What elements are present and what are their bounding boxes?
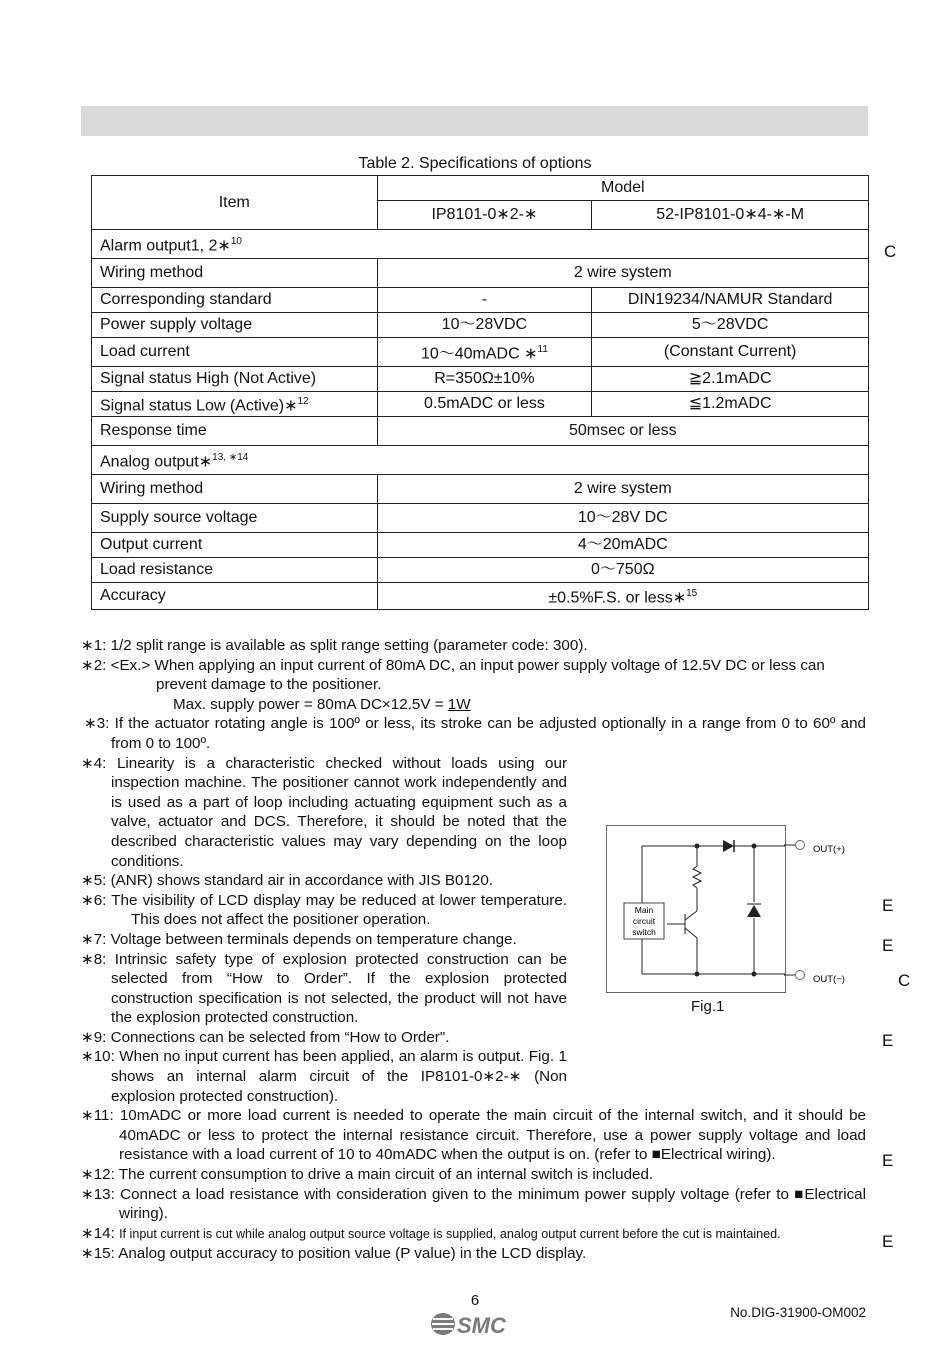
note-14-text: If input current is cut while analog output source voltage is supplied, analog output current before the cut is maintained. bbox=[119, 1226, 781, 1241]
row-label: Load resistance bbox=[92, 558, 378, 583]
note-6: ∗6: The visibility of LCD display may be reduced at lower temperature. This does not affect the positioner operation. bbox=[81, 891, 567, 929]
document-number: No.DIG-31900-OM002 bbox=[730, 1305, 866, 1320]
note-14-lead: ∗14: bbox=[81, 1224, 120, 1242]
table-row bbox=[92, 259, 869, 288]
low-label: Signal status Low (Active)∗ bbox=[100, 397, 298, 415]
note-9: ∗9: Connections can be selected from “How to Order". bbox=[81, 1028, 450, 1046]
switch-label-line1: Main bbox=[634, 905, 654, 915]
note-3: ∗3: If the actuator rotating angle is 100º or less, its stroke can be adjusted optionally in a range from 0 to 60º and from 0 to 100º. bbox=[84, 715, 866, 752]
item-header: Item bbox=[92, 176, 378, 230]
table-row bbox=[92, 558, 869, 583]
note-4: ∗4: Linearity is a characteristic checked without loads using our inspection machine. The positioner cannot work independently and is used as a part of loop including actuating equipment such as a valve, actuator and DCS. Therefore, it should be noted that the described characteristic values may vary depending on the loop conditions. bbox=[81, 754, 567, 870]
row-value: (Constant Current) bbox=[592, 338, 869, 367]
margin-mark: C bbox=[898, 971, 911, 990]
note-11: ∗11: 10mADC or more load current is needed to operate the main circuit of the internal switch, and it should be 40mADC or less to protect the internal resistance circuit. Therefore, use a power supply voltage and load resistance with a load current of 10 to 40mADC when the output is on. (refer to ■Electrical wiring). bbox=[81, 1107, 866, 1164]
row-label bbox=[92, 392, 378, 417]
analog-section bbox=[92, 446, 869, 475]
table-row bbox=[92, 504, 869, 533]
note-13: ∗13: Connect a load resistance with consideration given to the minimum power supply voltage (refer to ■Electrical wiring). bbox=[81, 1185, 866, 1223]
row-label: Wiring method bbox=[92, 259, 378, 288]
row-value: 50msec or less bbox=[377, 417, 868, 446]
formula-text: Max. supply power = 80mA DC×12.5V = bbox=[173, 695, 448, 713]
row-value: 0～750Ω bbox=[377, 558, 868, 583]
smc-logo bbox=[430, 1311, 512, 1342]
switch-label-line2: circuit bbox=[632, 916, 656, 926]
load-footnote-ref: 11 bbox=[537, 343, 548, 355]
table-row bbox=[92, 417, 869, 446]
row-value: - bbox=[377, 288, 592, 313]
row-value bbox=[377, 338, 592, 367]
row-label: Wiring method bbox=[92, 475, 378, 504]
row-value: 5～28VDC bbox=[592, 313, 869, 338]
row-label: Response time bbox=[92, 417, 378, 446]
margin-mark: E bbox=[882, 1031, 894, 1050]
low-footnote-ref: 12 bbox=[297, 396, 309, 407]
formula-result: 1W bbox=[447, 695, 471, 713]
load-value: 10～40mADC ∗ bbox=[420, 345, 538, 363]
alarm-section bbox=[92, 230, 869, 259]
accuracy-value: ±0.5%F.S. or less∗ bbox=[548, 589, 687, 607]
table-row bbox=[92, 475, 869, 504]
row-label: Load current bbox=[92, 338, 378, 367]
output-terminals bbox=[780, 835, 880, 995]
switch-label-line3: switch bbox=[632, 927, 656, 937]
header-band bbox=[81, 106, 868, 136]
table-row bbox=[92, 533, 869, 558]
margin-mark: C bbox=[884, 242, 897, 261]
row-value: 10～28V DC bbox=[377, 504, 868, 533]
table-caption: Table 2. Specifications of options bbox=[358, 155, 592, 172]
table-row bbox=[92, 392, 869, 417]
accuracy-footnote-ref: 15 bbox=[686, 588, 698, 600]
table-row bbox=[92, 367, 869, 392]
row-value bbox=[377, 583, 868, 610]
model-header: Model bbox=[377, 176, 868, 201]
page-number: 6 bbox=[470, 1292, 480, 1309]
note-5: ∗5: (ANR) shows standard air in accordance with JIS B0120. bbox=[81, 872, 494, 890]
row-value: 2 wire system bbox=[377, 259, 868, 288]
circuit-diagram bbox=[607, 826, 785, 992]
note-7: ∗7: Voltage between terminals depends on temperature change. bbox=[81, 930, 517, 948]
note-2-cont: prevent damage to the positioner. bbox=[156, 676, 382, 694]
analog-footnote-ref: 13, ∗14 bbox=[212, 452, 249, 464]
row-value: DIN19234/NAMUR Standard bbox=[592, 288, 869, 313]
row-value: R=350Ω±10% bbox=[377, 367, 592, 392]
alarm-section-label: Alarm output1, 2∗ bbox=[100, 237, 231, 255]
margin-mark: E bbox=[882, 896, 894, 915]
row-value: 2 wire system bbox=[377, 475, 868, 504]
row-value: 0.5mADC or less bbox=[377, 392, 592, 417]
alarm-footnote-ref: 10 bbox=[230, 235, 242, 247]
table-row bbox=[92, 446, 869, 475]
note-15: ∗15: Analog output accuracy to position value (P value) in the LCD display. bbox=[81, 1245, 587, 1263]
row-label: Output current bbox=[92, 533, 378, 558]
table-row bbox=[92, 230, 869, 259]
margin-mark: E bbox=[882, 1151, 894, 1170]
table-row bbox=[92, 583, 869, 610]
row-label: Signal status High (Not Active) bbox=[92, 367, 378, 392]
spec-table bbox=[91, 175, 869, 610]
figure-caption: Fig.1 bbox=[691, 998, 725, 1015]
out-plus-label: OUT(+) bbox=[813, 844, 845, 855]
note-14 bbox=[81, 1224, 866, 1245]
row-value: 4～20mADC bbox=[377, 533, 868, 558]
table-row bbox=[92, 288, 869, 313]
note-8: ∗8: Intrinsic safety type of explosion protected construction can be selected from “How to Order”. If the explosion protected construction specification is not selected, the product will not have the explosion protected construction. bbox=[81, 950, 567, 1027]
note-2: ∗2: <Ex.> When applying an input current of 80mA DC, an input power supply voltage of 12.5V DC or less can bbox=[81, 656, 825, 674]
table-row bbox=[92, 313, 869, 338]
row-value: 10～28VDC bbox=[377, 313, 592, 338]
model2-header: 52-IP8101-0∗4-∗-M bbox=[592, 201, 869, 230]
model1-header: IP8101-0∗2-∗ bbox=[377, 201, 592, 230]
row-label: Corresponding standard bbox=[92, 288, 378, 313]
row-label: Power supply voltage bbox=[92, 313, 378, 338]
row-value: ≦1.2mADC bbox=[592, 392, 869, 417]
note-12: ∗12: The current consumption to drive a main circuit of an internal switch is included. bbox=[81, 1166, 654, 1184]
margin-mark: E bbox=[882, 1232, 894, 1251]
alarm-circuit-figure bbox=[606, 825, 786, 993]
row-label: Supply source voltage bbox=[92, 504, 378, 533]
table-row bbox=[92, 338, 869, 367]
row-value: ≧2.1mADC bbox=[592, 367, 869, 392]
analog-section-label: Analog output∗ bbox=[100, 453, 213, 471]
note-1: ∗1: 1/2 split range is available as split range setting (parameter code: 300). bbox=[81, 637, 588, 654]
logo-text: SMC bbox=[457, 1313, 506, 1337]
table-row bbox=[92, 176, 869, 201]
margin-mark: E bbox=[882, 936, 894, 955]
out-minus-label: OUT(−) bbox=[813, 974, 845, 985]
note-2-formula bbox=[81, 695, 866, 715]
note-10: ∗10: When no input current has been applied, an alarm is output. Fig. 1 shows an internal alarm circuit of the IP8101-0∗2-∗ (Non explosion protected construction). bbox=[81, 1048, 567, 1105]
row-label: Accuracy bbox=[92, 583, 378, 610]
